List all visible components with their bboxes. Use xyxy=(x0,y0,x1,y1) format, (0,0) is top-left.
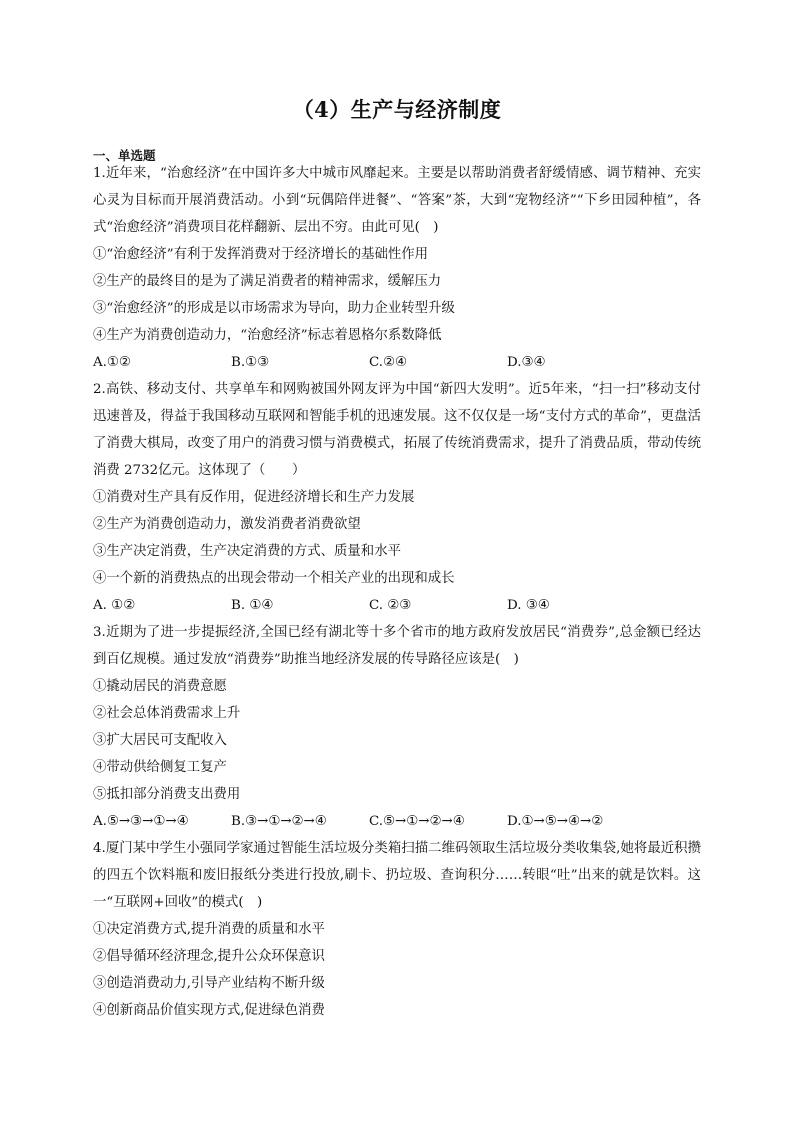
statement-item: ①决定消费方式,提升消费的质量和水平 xyxy=(93,922,325,937)
statement-item: ⑤抵扣部分消费支出费用 xyxy=(93,787,241,802)
statement-item: ①“治愈经济”有利于发挥消费对于经济增长的基础性作用 xyxy=(93,247,429,262)
statement-item: ②社会总体消费需求上升 xyxy=(93,706,241,721)
question-stem: 2.高铁、移动支付、共享单车和网购被国外网友评为中国“新四大发明”。近5年来，“扫一扫”移动支付迅速普及，得益于我国移动互联网和智能手机的迅速发展。这不仅仅是一场“支付方式的革命”，更盘活了消费大棋局，改变了用户的消费习惯与消费模式，拓展了传统消费需求，提升了消费品质，带动传统消费 2732亿元。这体现了（ ） xyxy=(93,382,701,478)
option-a: A.①② xyxy=(93,355,131,370)
question-2 xyxy=(93,376,701,619)
option-b: B. ①④ xyxy=(231,598,274,613)
page-title: （4）生产与经济制度 xyxy=(292,97,502,122)
option-b: B.①③ xyxy=(231,355,270,370)
statement-item: ②生产为消费创造动力，激发消费者消费欲望 xyxy=(93,517,361,532)
statement-item: ②生产的最终目的是为了满足消费者的精神需求，缓解压力 xyxy=(93,274,442,289)
question-1 xyxy=(93,160,701,376)
question-stem: 1.近年来，“治愈经济”在中国许多大中城市风靡起来。主要是以帮助消费者舒缓情感、调节精神、充实心灵为目标而开展消费活动。小到“玩偶陪伴进餐”、“答案”茶，大到“宠物经济”“下乡田园种植”，各式“治愈经济”消费项目花样翻新、层出不穷。由此可见( ) xyxy=(93,166,701,235)
statement-item: ④生产为消费创造动力，“治愈经济”标志着恩格尔系数降低 xyxy=(93,328,442,343)
option-a: A.⑤→③→①→④ xyxy=(93,814,189,829)
question-list xyxy=(93,160,701,1024)
option-d: D.①→⑤→④→② xyxy=(507,814,604,829)
answer-options xyxy=(93,592,701,619)
question-stem: 3.近期为了进一步提振经济,全国已经有湖北等十多个省市的地方政府发放居民“消费券”,总金额已经达到百亿规模。通过发放“消费券”助推当地经济发展的传导路径应该是( ) xyxy=(93,625,701,667)
option-c: C.②④ xyxy=(369,355,408,370)
statement-item: ①消费对生产具有反作用，促进经济增长和生产力发展 xyxy=(93,490,415,505)
answer-options xyxy=(93,808,701,835)
statement-item: ③“治愈经济”的形成是以市场需求为导向，助力企业转型升级 xyxy=(93,301,455,316)
option-a: A. ①② xyxy=(93,598,136,613)
question-3 xyxy=(93,619,701,835)
statement-item: ④带动供给侧复工复产 xyxy=(93,760,227,775)
question-stem: 4.厦门某中学生小强同学家通过智能生活垃圾分类箱扫描二维码领取生活垃圾分类收集袋,她将最近积攒的四五个饮料瓶和废旧报纸分类进行投放,刷卡、扔垃圾、查询积分……转眼“吐”出来的就是饮料。这一“互联网+回收”的模式( ) xyxy=(93,841,701,910)
statement-item: ④一个新的消费热点的出现会带动一个相关产业的出现和成长 xyxy=(93,571,455,586)
statement-item: ③生产决定消费，生产决定消费的方式、质量和水平 xyxy=(93,544,401,559)
option-d: D.③④ xyxy=(507,355,546,370)
option-c: C.⑤→①→②→④ xyxy=(369,814,465,829)
section-heading: 一、单选题 xyxy=(93,148,156,163)
statement-item: ③扩大居民可支配收入 xyxy=(93,733,227,748)
answer-options xyxy=(93,349,701,376)
statement-item: ①撬动居民的消费意愿 xyxy=(93,679,227,694)
option-c: C. ②③ xyxy=(369,598,412,613)
statement-item: ②倡导循环经济理念,提升公众环保意识 xyxy=(93,949,325,964)
option-b: B.③→①→②→④ xyxy=(231,814,327,829)
statement-item: ③创造消费动力,引导产业结构不断升级 xyxy=(93,976,325,991)
statement-item: ④创新商品价值实现方式,促进绿色消费 xyxy=(93,1003,325,1018)
option-d: D. ③④ xyxy=(507,598,550,613)
question-4 xyxy=(93,835,701,1024)
